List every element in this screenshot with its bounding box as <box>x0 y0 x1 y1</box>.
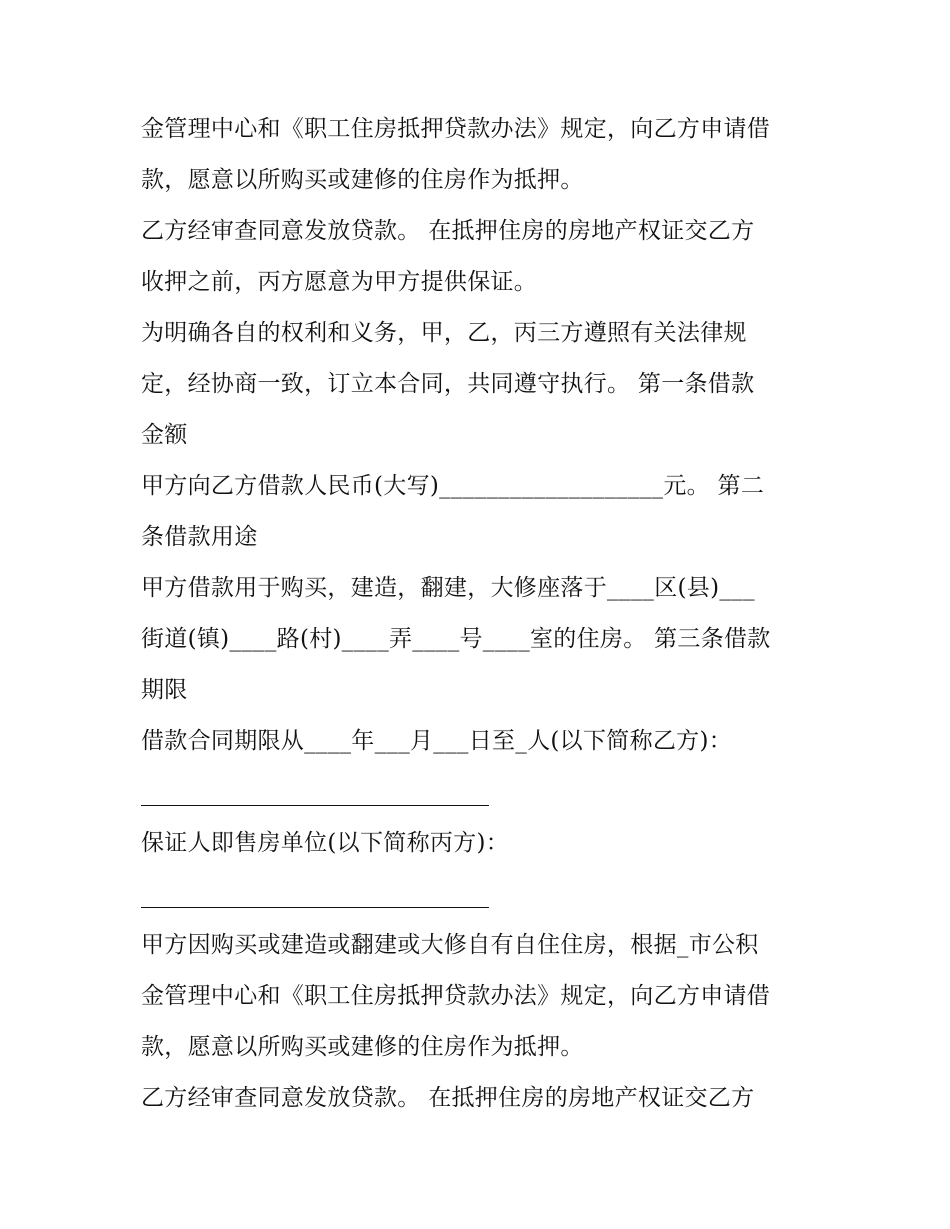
text-line: 款，愿意以所购买或建修的住房作为抵押。 <box>141 167 584 193</box>
text-line: 乙方经审查同意发放贷款。 在抵押住房的房地产权证交乙方 <box>141 1085 755 1111</box>
text-line: 乙方经审查同意发放贷款。 在抵押住房的房地产权证交乙方 <box>141 218 755 244</box>
blank-signature-line <box>141 869 821 920</box>
text-line: 期限 <box>141 677 188 703</box>
text-line: 条借款用途 <box>141 524 258 550</box>
underline-rule <box>141 907 489 908</box>
text-line: 甲方向乙方借款人民币(大写)___________________元。 第二 <box>141 473 765 499</box>
text-line: 款，愿意以所购买或建修的住房作为抵押。 <box>141 1034 584 1060</box>
text-line: 金额 <box>141 422 188 448</box>
text-line: 金管理中心和《职工住房抵押贷款办法》规定，向乙方申请借 <box>141 983 771 1009</box>
text-line: 保证人即售房单位(以下简称丙方)： <box>141 830 510 856</box>
text-line: 定，经协商一致，订立本合同，共同遵守执行。 第一条借款 <box>141 371 755 397</box>
blank-signature-line <box>141 767 821 818</box>
text-line: 金管理中心和《职工住房抵押贷款办法》规定，向乙方申请借 <box>141 116 771 142</box>
document-body <box>141 104 821 1124</box>
text-line: 街道(镇)____路(村)____弄____号____室的住房。 第三条借款 <box>141 626 771 652</box>
underline-rule <box>141 805 489 806</box>
text-line: 甲方因购买或建造或翻建或大修自有自住住房，根据_市公积 <box>141 932 759 958</box>
text-line: 甲方借款用于购买，建造，翻建，大修座落于____区(县)___ <box>141 575 755 601</box>
text-line: 为明确各自的权利和义务，甲，乙，丙三方遵照有关法律规 <box>141 320 747 346</box>
text-line: 收押之前，丙方愿意为甲方提供保证。 <box>141 269 538 295</box>
text-line: 借款合同期限从____年___月___日至_人(以下简称乙方)： <box>141 728 733 754</box>
